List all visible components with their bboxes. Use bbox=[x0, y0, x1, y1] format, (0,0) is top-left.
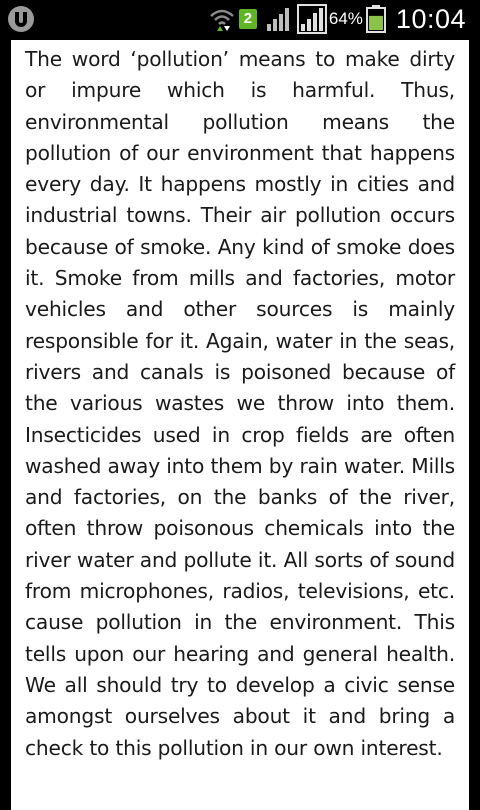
signal-icon bbox=[297, 4, 327, 34]
utorrent-icon[interactable] bbox=[6, 4, 36, 34]
signal-icon bbox=[265, 6, 293, 32]
battery-icon bbox=[366, 5, 386, 33]
reading-page[interactable] bbox=[11, 40, 469, 810]
clock: 10:04 bbox=[395, 3, 466, 34]
article-body: The word ‘pollution’ means to make dirty or impure which is harmful. Thus, environmental pollution means the pollution of our environment that happens every day. It happens mostly in cities and industrial towns. Their air pollution occurs because of smoke. Any kind of smoke does it. Smoke from mills and factories, motor vehicles and other sources is mainly responsible for it. Again, water in the seas, rivers and canals is poisoned because of the various wastes we throw into them. Insecticides used in crop fields are often washed away into them by rain water. Mills and factories, on the banks of the river, often throw poisonous chemicals into the river water and pollute it. All sorts of sound from microphones, radios, televisions, etc. cause pollution in the environment. This tells upon our hearing and general health. We all should try to develop a civic sense amongst ourselves about it and bring a check to this pollution in our own interest. bbox=[25, 47, 455, 760]
wifi-icon bbox=[209, 6, 235, 32]
sim-badge: 2 bbox=[239, 9, 257, 29]
status-icons bbox=[209, 0, 466, 38]
battery-percent: 64% bbox=[328, 9, 363, 28]
status-bar bbox=[0, 0, 480, 38]
